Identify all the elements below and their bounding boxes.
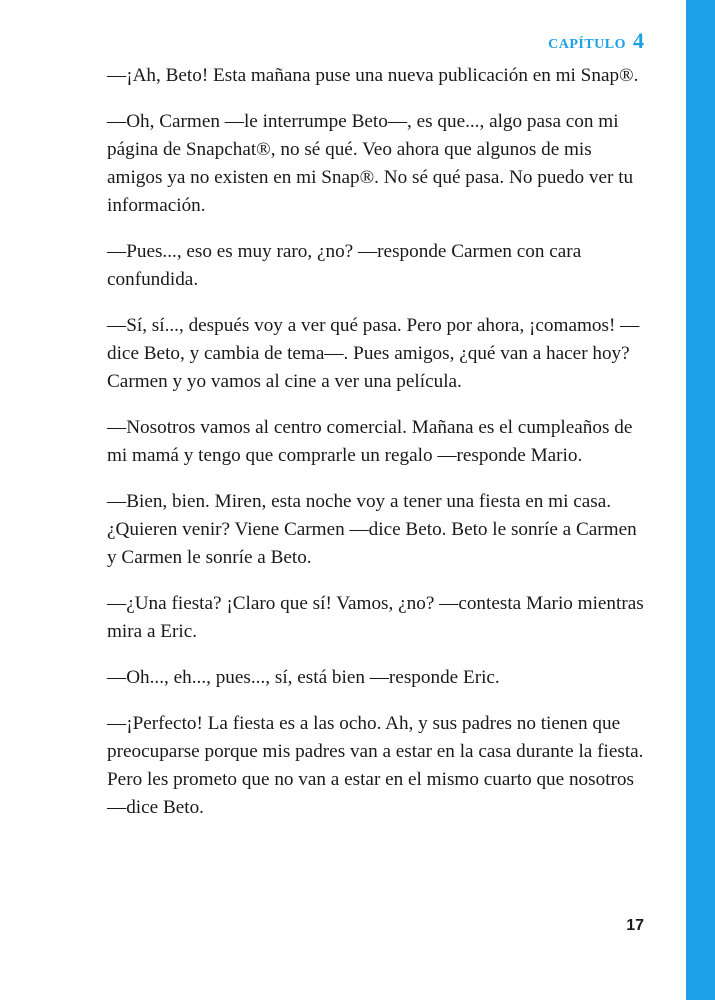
paragraph: —¡Ah, Beto! Esta mañana puse una nueva publicación en mi Snap®. [107,65,639,86]
paragraph: —Sí, sí..., después voy a ver qué pasa. Pero por ahora, ¡comamos! —dice Beto, y cambia de tema—. Pues amigos, ¿qué van a hacer hoy? Carmen y yo vamos al cine a ver una película. [107,315,640,392]
paragraph: —Nosotros vamos al centro comercial. Mañana es el cumpleaños de mi mamá y tengo que comprarle un regalo —responde Mario. [107,417,633,466]
page-body [107,62,647,840]
paragraph: —Pues..., eso es muy raro, ¿no? —responde Carmen con cara confundida. [107,241,582,290]
page-number: 17 [626,917,644,934]
paragraph: —¿Una fiesta? ¡Claro que sí! Vamos, ¿no? —contesta Mario mientras mira a Eric. [107,593,644,642]
paragraph: —Bien, bien. Miren, esta noche voy a tener una fiesta en mi casa. ¿Quieren venir? Viene Carmen —dice Beto. Beto le sonríe a Carmen y Carmen le sonríe a Beto. [107,491,637,568]
chapter-number: 4 [633,28,644,53]
paragraph: —¡Perfecto! La fiesta es a las ocho. Ah, y sus padres no tienen que preocuparse porque mis padres van a estar en la casa durante la fiesta. Pero les prometo que no van a estar en el mismo cuarto que nosotros —dice Beto. [107,713,644,818]
side-color-band [686,0,715,1000]
paragraph: —Oh..., eh..., pues..., sí, está bien —responde Eric. [107,667,500,688]
chapter-label: CAPÍTULO [548,37,626,52]
paragraph: —Oh, Carmen —le interrumpe Beto—, es que..., algo pasa con mi página de Snapchat®, no sé qué. Veo ahora que algunos de mis amigos ya no existen en mi Snap®. No sé qué pasa. No puedo ver tu información. [107,111,634,216]
chapter-header [548,28,644,54]
